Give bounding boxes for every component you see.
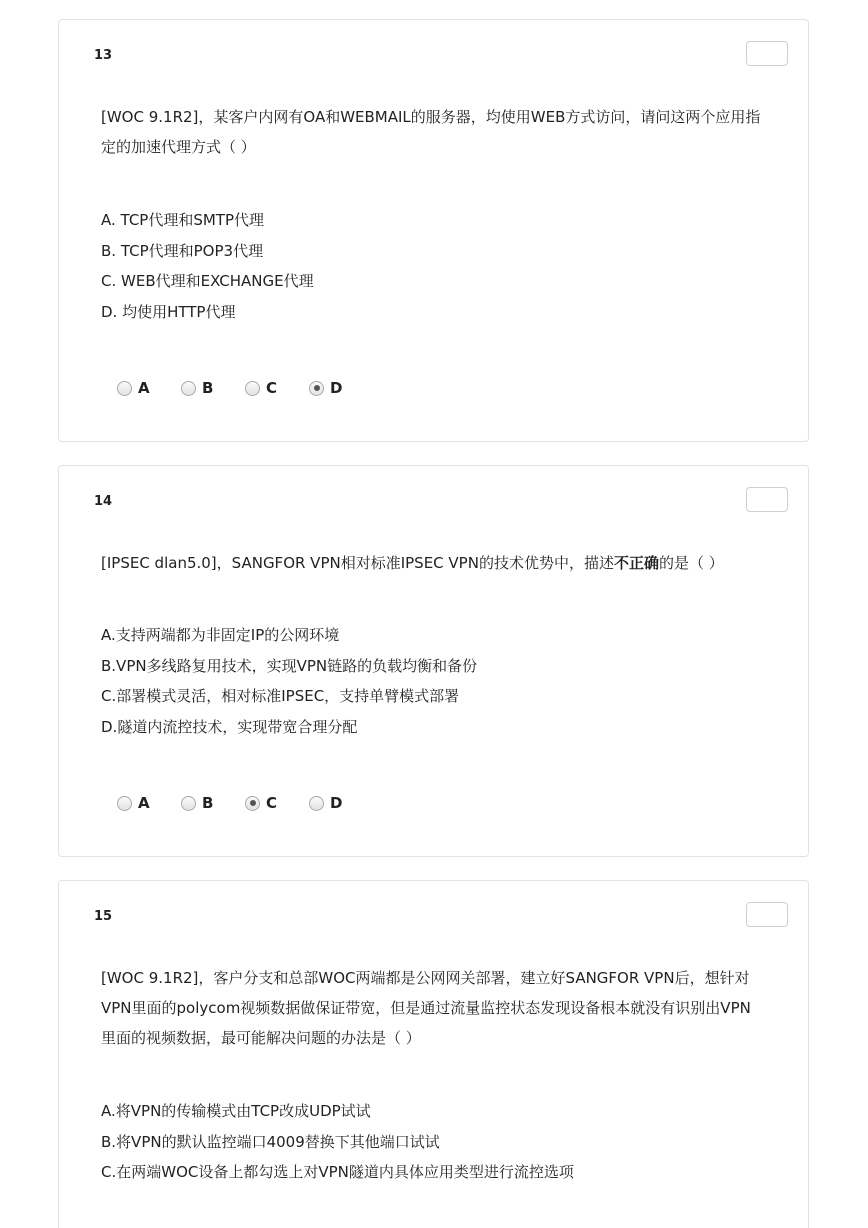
radio-option-c[interactable]	[245, 794, 284, 812]
radio-option-d[interactable]	[309, 794, 348, 812]
radio-label: C	[266, 379, 278, 397]
question-number: 15	[94, 909, 113, 924]
radio-checked-icon[interactable]	[309, 381, 324, 396]
option-b-text: B.VPN多线路复用技术，实现VPN链路的负载均衡和备份	[101, 656, 478, 675]
radio-option-d[interactable]	[309, 379, 348, 397]
question-text	[101, 548, 772, 578]
question-card-15	[58, 880, 809, 1228]
radio-label: A	[138, 794, 150, 812]
answer-radio-group	[117, 379, 373, 397]
radio-option-a[interactable]	[117, 379, 156, 397]
option-d-text: D.隧道内流控技术，实现带宽合理分配	[101, 717, 358, 736]
radio-label: B	[202, 794, 214, 812]
option-list	[101, 1096, 574, 1188]
radio-circle-icon[interactable]	[181, 796, 196, 811]
radio-circle-icon[interactable]	[245, 381, 260, 396]
question-text-part: [IPSEC dlan5.0]，SANGFOR VPN相对标准IPSEC VPN的技术优势中，描述	[101, 554, 614, 572]
question-text-part: 的是（ ）	[658, 554, 724, 572]
option-c-text: C.部署模式灵活，相对标准IPSEC，支持单臂模式部署	[101, 687, 460, 705]
option-b-text: B.将VPN的默认监控端口4009替换下其他端口试试	[101, 1132, 440, 1151]
answer-radio-group	[117, 794, 373, 812]
question-text-line: [WOC 9.1R2]，某客户内网有OA和WEBMAIL的服务器，均使用WEB方式访问，请问这两个应用指	[101, 108, 761, 126]
question-text-line: 里面的视频数据，最可能解决问题的办法是（ ）	[101, 1029, 421, 1047]
option-a-text: A.将VPN的传输模式由TCP改成UDP试试	[101, 1102, 371, 1120]
answer-box[interactable]	[746, 487, 788, 512]
radio-option-b[interactable]	[181, 379, 220, 397]
question-text-line: VPN里面的polycom视频数据做保证带宽，但是通过流量监控状态发现设备根本就没有识别出VPN	[101, 999, 751, 1017]
radio-option-a[interactable]	[117, 794, 156, 812]
question-card-14	[58, 465, 809, 857]
radio-circle-icon[interactable]	[117, 796, 132, 811]
question-text	[101, 963, 772, 1053]
question-number: 13	[94, 48, 113, 63]
question-card-13	[58, 19, 809, 442]
option-a-text: A. TCP代理和SMTP代理	[101, 211, 265, 229]
option-list	[101, 205, 314, 327]
option-c-text: C. WEB代理和EXCHANGE代理	[101, 272, 314, 290]
radio-label: A	[138, 379, 150, 397]
answer-box[interactable]	[746, 902, 788, 927]
radio-label: B	[202, 379, 214, 397]
radio-circle-icon[interactable]	[309, 796, 324, 811]
radio-option-c[interactable]	[245, 379, 284, 397]
question-number: 14	[94, 494, 113, 509]
question-text-emphasis: 不正确	[613, 554, 659, 572]
option-c-text: C.在两端WOC设备上都勾选上对VPN隧道内具体应用类型进行流控选项	[101, 1163, 574, 1181]
radio-label: D	[330, 379, 343, 397]
radio-label: C	[266, 794, 278, 812]
radio-label: D	[330, 794, 343, 812]
radio-circle-icon[interactable]	[181, 381, 196, 396]
radio-checked-icon[interactable]	[245, 796, 260, 811]
radio-circle-icon[interactable]	[117, 381, 132, 396]
answer-box[interactable]	[746, 41, 788, 66]
question-text	[101, 102, 772, 162]
option-b-text: B. TCP代理和POP3代理	[101, 241, 264, 260]
option-a-text: A.支持两端都为非固定IP的公网环境	[101, 626, 340, 644]
option-list	[101, 620, 477, 742]
question-text-line: [WOC 9.1R2]，客户分支和总部WOC两端都是公网网关部署，建立好SANGFOR VPN后，想针对	[101, 969, 750, 987]
option-d-text: D. 均使用HTTP代理	[101, 302, 236, 321]
radio-option-b[interactable]	[181, 794, 220, 812]
question-text-line: 定的加速代理方式（ ）	[101, 138, 256, 156]
